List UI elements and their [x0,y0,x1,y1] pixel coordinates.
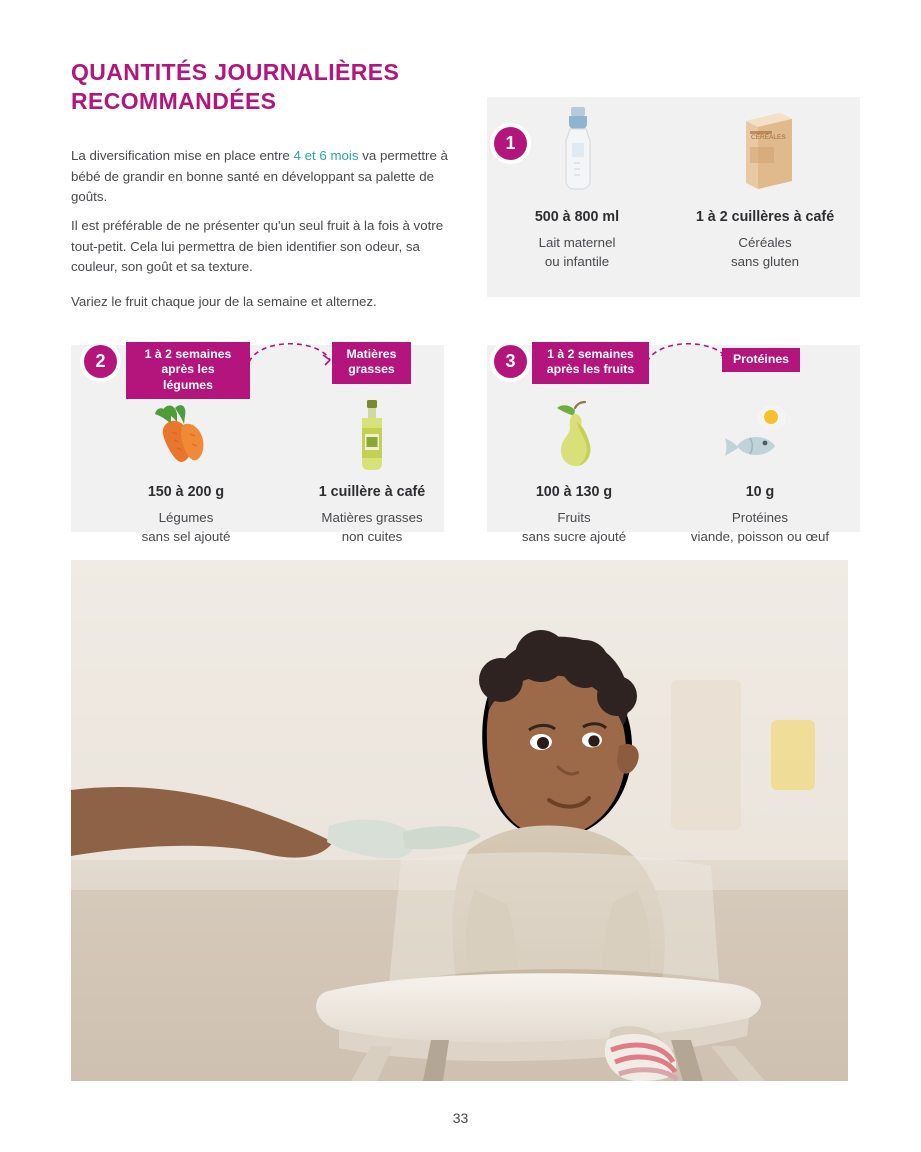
item-vegetables-desc-line-1: Légumes [158,510,214,525]
item-cereal [680,103,850,272]
pill-fats [332,342,411,384]
item-fruits-description [489,509,659,547]
dashed-arrow-icon-1 [246,336,336,373]
page-title [71,58,491,117]
pill-fruits-delay-line-2: après les fruits [546,362,635,377]
item-cereal-description [680,234,850,272]
item-fats-description [287,509,457,547]
item-milk-desc-line-1: Lait maternel [538,235,616,250]
pill-vegetables-delay [126,342,250,399]
item-fats-desc-line-1: Matières grasses [321,510,423,525]
item-proteins [675,378,845,547]
item-milk-description [492,234,662,272]
page-title-line-1: QUANTITÉS JOURNALIÈRES [71,59,400,85]
dashed-arrow-icon-2 [644,336,734,373]
pill-fats-line-1: Matières [346,347,397,361]
pill-vegetables-delay-line-2: après les légumes [161,362,215,392]
page-title-line-2: RECOMMANDÉES [71,88,277,115]
intro-p1-before: La diversification mise en place entre [71,148,294,164]
item-fruits-desc-line-2: sans sucre ajouté [521,528,627,544]
item-fruits [489,378,659,547]
pear-icon [489,378,659,474]
step-badge-3: 3 [494,345,527,378]
item-proteins-desc-line-2: viande, poisson ou œuf [690,528,830,544]
item-milk-desc-line-2: ou infantile [544,253,610,269]
step-badge-2: 2 [84,345,117,378]
item-cereal-quantity: 1 à 2 cuillères à café [695,209,835,225]
oil-bottle-icon [287,378,457,474]
item-fats-quantity: 1 cuillère à café [318,484,426,500]
item-cereal-desc-line-1: Céréales [738,235,792,250]
intro-paragraph-2: Il est préférable de ne présenter qu'un seul fruit à la fois à votre tout-petit. Cela lui permettra de bien identifier son odeur, sa couleur, son goût et sa texture. [71,218,444,274]
item-vegetables-quantity: 150 à 200 g [147,484,225,500]
fish-egg-icon [675,378,845,474]
cereal-box-label: CÉRÉALES [751,134,786,141]
item-fruits-desc-line-1: Fruits [557,510,591,525]
intro-p1-highlight: 4 et 6 mois [293,148,359,164]
item-fats [287,378,457,547]
pill-fruits-delay [532,342,649,384]
page-number: 33 [452,1110,469,1126]
intro-p1-after: va permettre à bébé de grandir en bonne santé en développant sa palette de goûts. [71,148,448,204]
item-fruits-quantity: 100 à 130 g [535,484,613,500]
item-proteins-desc-line-1: Protéines [731,510,789,525]
intro-paragraph-1 [71,146,463,207]
item-fats-desc-line-2: non cuites [341,528,403,544]
item-proteins-description [675,509,845,547]
pill-vegetables-delay-line-1: 1 à 2 semaines [144,347,232,361]
item-vegetables-desc-line-2: sans sel ajouté [141,528,231,544]
intro-paragraph-3: Variez le fruit chaque jour de la semaine et alternez. [71,294,377,310]
baby-highchair-photo [71,560,848,1081]
cereal-box-icon [680,103,850,199]
item-cereal-desc-line-2: sans gluten [730,253,799,269]
item-vegetables [101,378,271,547]
pill-proteins: Protéines [722,348,800,372]
item-milk-quantity: 500 à 800 ml [534,209,620,225]
item-vegetables-description [101,509,271,547]
item-proteins-quantity: 10 g [745,484,775,500]
step-badge-1: 1 [494,127,527,160]
pill-fruits-delay-line-1: 1 à 2 semaines [547,347,634,361]
pill-fats-line-2: grasses [348,362,395,377]
